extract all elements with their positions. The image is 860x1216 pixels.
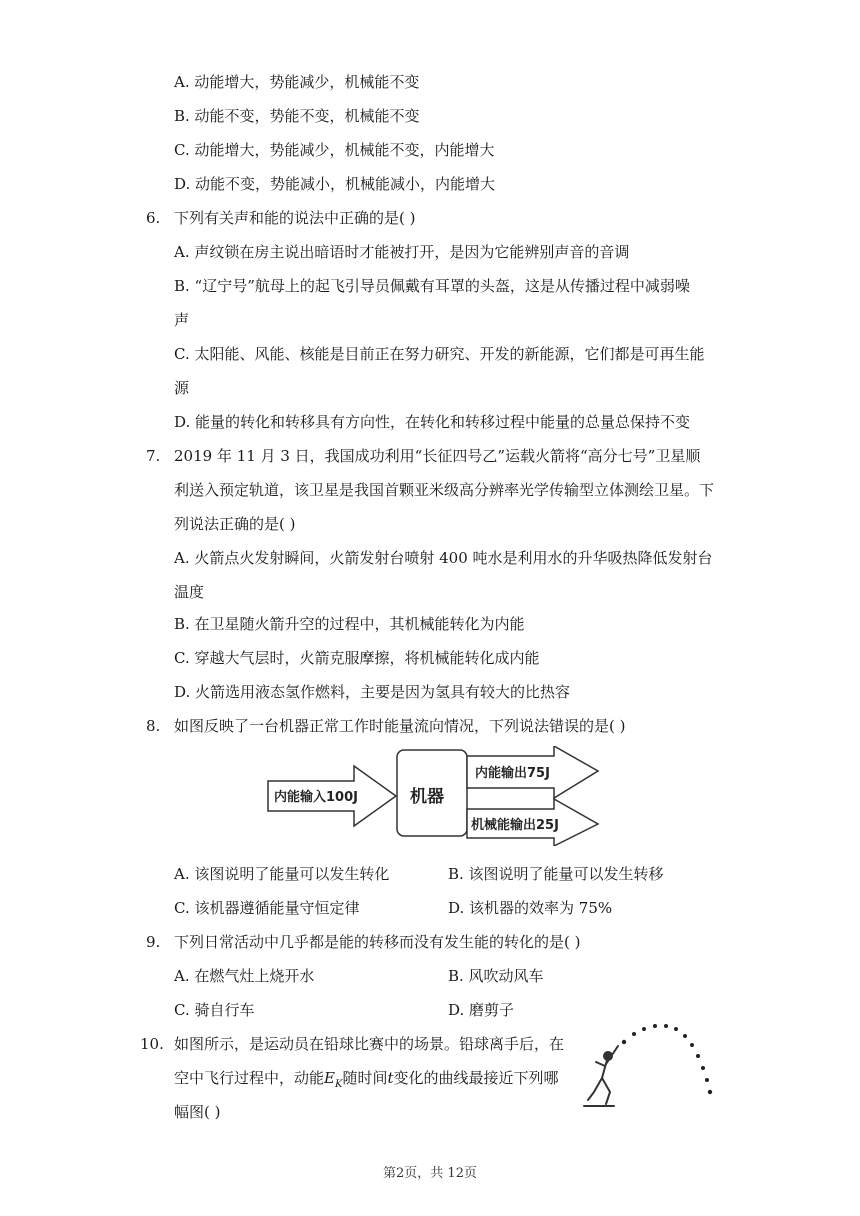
q7-stem-line1: 2019 年 11 月 3 日，我国成功利用“长征四号乙”运载火箭将“高分七号”卫星顺: [174, 447, 701, 465]
output-arrow-heat-label: 内能输出75J: [475, 766, 550, 781]
q10-stem-line3: 幅图( ): [174, 1103, 221, 1121]
q5-option-d: D. 动能不变，势能减小，机械能减小，内能增大: [174, 175, 496, 193]
q10-stem-part-c: 变化的曲线最接近下列哪: [393, 1069, 559, 1087]
q6-option-c-line1: C. 太阳能、风能、核能是目前正在努力研究、开发的新能源，它们都是可再生能: [174, 345, 705, 363]
q5-option-b: B. 动能不变，势能不变，机械能不变: [174, 107, 420, 125]
q8-number: 8.: [146, 717, 161, 735]
q8-stem: 如图反映了一台机器正常工作时能量流向情况，下列说法错误的是( ): [174, 717, 626, 735]
q5-option-c: C. 动能增大，势能减少，机械能不变，内能增大: [174, 141, 495, 159]
q9-number: 9.: [146, 933, 161, 951]
q10-stem-part-b: 随时间: [342, 1069, 388, 1087]
q6-option-b-line2: 声: [174, 311, 190, 329]
q7-option-a-line2: 温度: [174, 583, 205, 601]
q6-stem: 下列有关声和能的说法中正确的是( ): [174, 209, 416, 227]
machine-label: 机器: [410, 787, 444, 807]
q8-option-a: A. 该图说明了能量可以发生转化: [174, 865, 390, 883]
q8-option-c: C. 该机器遵循能量守恒定律: [174, 899, 360, 917]
q8-option-d: D. 该机器的效率为 75%: [448, 899, 613, 917]
q5-option-a: A. 动能增大，势能减少，机械能不变: [174, 73, 420, 91]
q9-option-d: D. 磨剪子: [448, 1001, 515, 1019]
q6-option-b-line1: B. “辽宁号”航母上的起飞引导员佩戴有耳罩的头盔，这是从传播过程中减弱噪: [174, 277, 690, 295]
input-arrow-label: 内能输入100J: [274, 790, 358, 805]
q6-option-d: D. 能量的转化和转移具有方向性，在转化和转移过程中能量的总量总保持不变: [174, 413, 691, 431]
time-symbol: t: [387, 1069, 394, 1087]
shot-put-illustration: [580, 1022, 720, 1118]
q7-option-a-line1: A. 火箭点火发射瞬间，火箭发射台喷射 400 吨水是利用水的升华吸热降低发射台: [174, 549, 713, 567]
q7-stem-line3: 列说法正确的是( ): [174, 515, 296, 533]
page-footer: 第2页，共 12页: [383, 1166, 477, 1181]
q6-option-c-line2: 源: [174, 379, 190, 397]
q10-stem-part-a: 空中飞行过程中，动能: [174, 1069, 325, 1087]
q7-number: 7.: [146, 447, 161, 465]
q10-stem-line1: 如图所示，是运动员在铅球比赛中的场景。铅球离手后，在: [174, 1035, 565, 1053]
q9-option-c: C. 骑自行车: [174, 1001, 255, 1019]
q9-option-b: B. 风吹动风车: [448, 967, 544, 985]
q6-number: 6.: [146, 209, 161, 227]
output-arrow-mech-label: 机械能输出25J: [471, 818, 559, 833]
q6-option-a: A. 声纹锁在房主说出暗语时才能被打开，是因为它能辨别声音的音调: [174, 243, 630, 261]
q10-number: 10.: [140, 1035, 164, 1053]
athlete-figure: [584, 1046, 618, 1106]
q10-stem-line2: [174, 1068, 559, 1095]
q7-option-b: B. 在卫星随火箭升空的过程中，其机械能转化为内能: [174, 615, 525, 633]
q7-option-c: C. 穿越大气层时，火箭克服摩擦，将机械能转化成内能: [174, 649, 540, 667]
energy-flow-diagram: [264, 746, 604, 846]
trajectory-dots: [622, 1024, 712, 1094]
q7-option-d: D. 火箭选用液态氢作燃料，主要是因为氢具有较大的比热容: [174, 683, 571, 701]
q9-option-a: A. 在燃气灶上烧开水: [174, 967, 315, 985]
q7-stem-line2: 利送入预定轨道，该卫星是我国首颗亚米级高分辨率光学传输型立体测绘卫星。下: [174, 481, 715, 499]
q9-stem: 下列日常活动中几乎都是能的转移而没有发生能的转化的是( ): [174, 933, 581, 951]
kinetic-energy-symbol: $E_K$: [324, 1069, 343, 1090]
q8-option-b: B. 该图说明了能量可以发生转移: [448, 865, 664, 883]
